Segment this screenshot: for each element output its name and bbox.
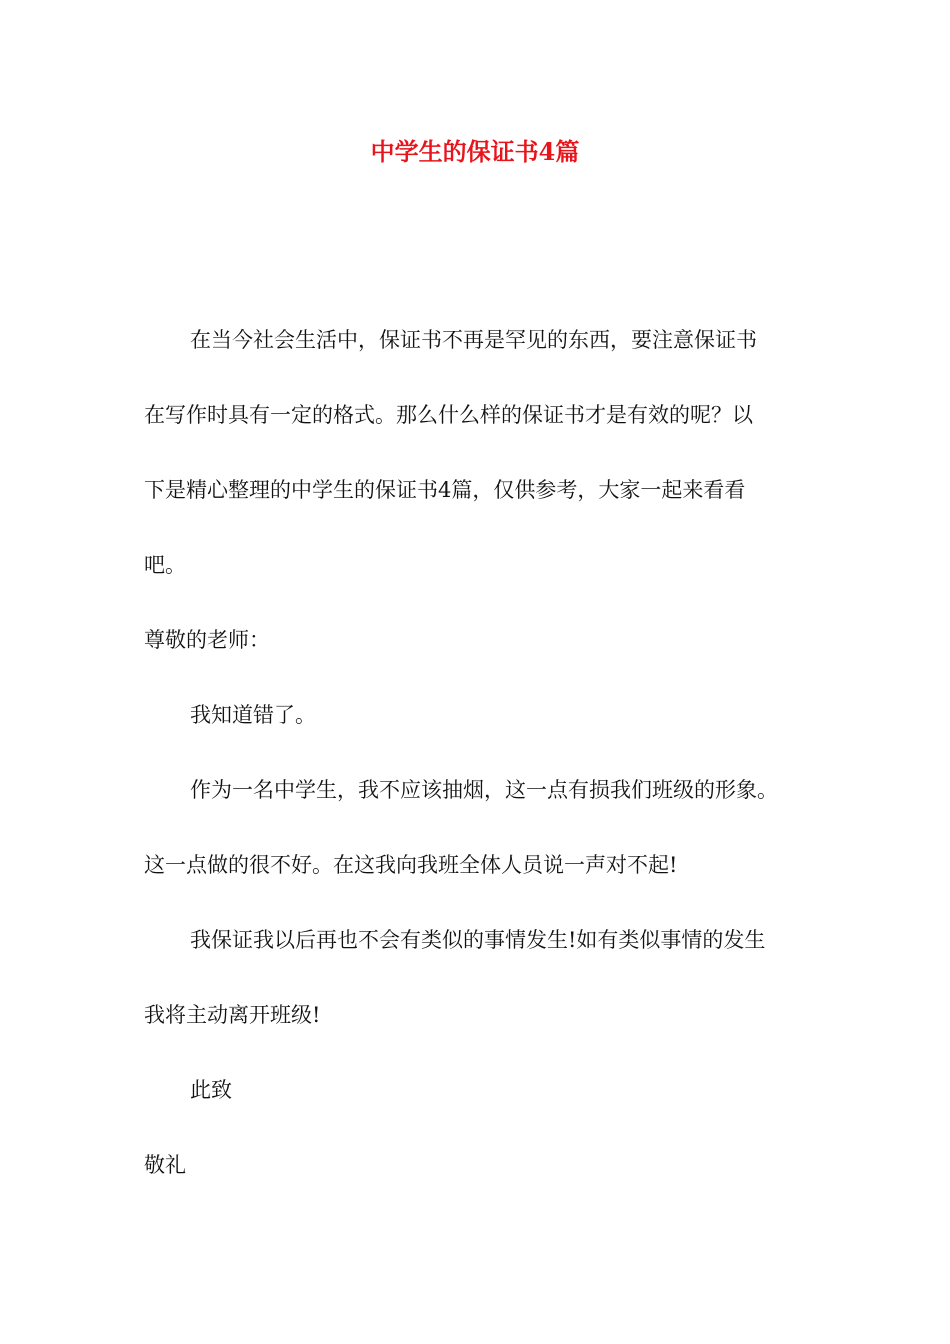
paragraph-line: 我保证我以后再也不会有类似的事情发生!如有类似事情的发生	[190, 928, 766, 952]
paragraph-line: 这一点做的很不好。在这我向我班全体人员说一声对不起!	[144, 853, 678, 877]
paragraph-line: 我知道错了。	[190, 703, 316, 727]
paragraph-line: 作为一名中学生，我不应该抽烟，这一点有损我们班级的形象。	[190, 778, 778, 802]
paragraph-line: 吧。	[144, 553, 186, 577]
paragraph-line: 我将主动离开班级!	[144, 1003, 321, 1027]
paragraph-line: 在当今社会生活中，保证书不再是罕见的东西，要注意保证书	[190, 328, 757, 352]
closing-line: 此致	[190, 1078, 232, 1102]
paragraph-line: 在写作时具有一定的格式。那么什么样的保证书才是有效的呢？以	[144, 403, 753, 427]
closing-line: 敬礼	[144, 1153, 186, 1177]
salutation: 尊敬的老师：	[144, 628, 270, 652]
document-title: 中学生的保证书4篇	[370, 137, 580, 166]
paragraph-line: 下是精心整理的中学生的保证书4篇，仅供参考，大家一起来看看	[144, 478, 746, 502]
